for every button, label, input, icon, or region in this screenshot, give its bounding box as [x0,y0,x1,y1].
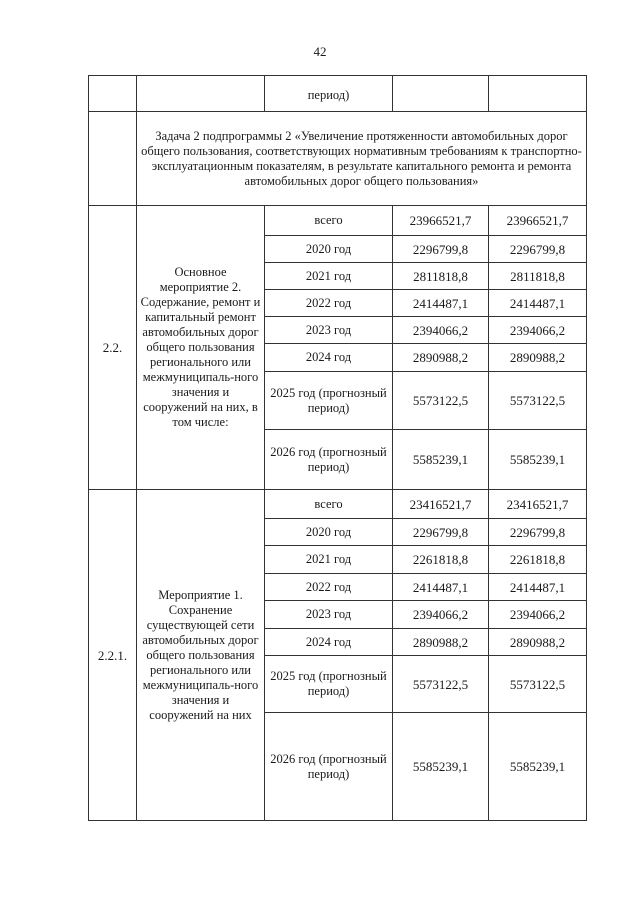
year-cell: период) [265,76,393,112]
value-cell: 2261818,8 [489,546,587,574]
section-description: Основное мероприятие 2. Содержание, ремонт и капитальный ремонт автомобильных дорог общего пользования регионального или межмуниципаль-ного значения и сооружений на них, в том числе: [137,206,265,490]
value-cell: 2811818,8 [393,263,489,290]
value-cell: 5585239,1 [489,713,587,821]
empty-cell [489,76,587,112]
year-cell: 2025 год (прогнозный период) [265,656,393,713]
year-cell: 2026 год (прогнозный период) [265,713,393,821]
table-row [89,76,587,112]
empty-cell [89,76,137,112]
value-cell: 2890988,2 [393,629,489,656]
section-code: 2.2. [89,206,137,490]
table-row [89,490,587,519]
value-cell: 2414487,1 [393,290,489,317]
year-cell: 2026 год (прогнозный период) [265,430,393,490]
budget-table [88,75,587,821]
table-row [89,206,587,236]
value-cell: 2890988,2 [489,629,587,656]
value-cell: 2394066,2 [489,317,587,344]
value-cell: 2296799,8 [393,519,489,546]
year-cell: 2025 год (прогнозный период) [265,372,393,430]
year-cell: 2021 год [265,546,393,574]
year-cell: 2022 год [265,574,393,601]
empty-cell [137,76,265,112]
year-cell: 2024 год [265,629,393,656]
section-description: Мероприятие 1. Сохранение существующей сети автомобильных дорог общего пользования регионального или межмуниципаль-ного значения и сооружений на них [137,490,265,821]
year-cell: всего [265,490,393,519]
year-cell: всего [265,206,393,236]
task-title: Задача 2 подпрограммы 2 «Увеличение протяженности автомобильных дорог общего пользования, соответствующих нормативным требованиям к транспортно-эксплуатационным показателям, в результате капитального ремонта и ремонта автомобильных дорог общего пользования» [137,112,587,206]
value-cell: 5585239,1 [393,430,489,490]
value-cell: 2296799,8 [393,236,489,263]
value-cell: 23416521,7 [489,490,587,519]
year-cell: 2020 год [265,236,393,263]
section-code: 2.2.1. [89,490,137,821]
value-cell: 2414487,1 [489,574,587,601]
year-cell: 2020 год [265,519,393,546]
value-cell: 2811818,8 [489,263,587,290]
value-cell: 2414487,1 [489,290,587,317]
value-cell: 2394066,2 [489,601,587,629]
year-cell: 2023 год [265,317,393,344]
page-number: 42 [313,44,327,59]
value-cell: 2296799,8 [489,236,587,263]
value-cell: 23966521,7 [489,206,587,236]
empty-cell [89,112,137,206]
task-row [89,112,587,206]
value-cell: 2296799,8 [489,519,587,546]
value-cell: 2414487,1 [393,574,489,601]
value-cell: 2890988,2 [393,344,489,372]
year-cell: 2024 год [265,344,393,372]
value-cell: 5585239,1 [393,713,489,821]
value-cell: 2890988,2 [489,344,587,372]
year-cell: 2021 год [265,263,393,290]
value-cell: 23966521,7 [393,206,489,236]
value-cell: 23416521,7 [393,490,489,519]
value-cell: 2394066,2 [393,317,489,344]
table-body [89,76,587,821]
value-cell: 5585239,1 [489,430,587,490]
value-cell: 2394066,2 [393,601,489,629]
value-cell: 5573122,5 [489,372,587,430]
value-cell: 2261818,8 [393,546,489,574]
value-cell: 5573122,5 [393,656,489,713]
year-cell: 2022 год [265,290,393,317]
year-cell: 2023 год [265,601,393,629]
empty-cell [393,76,489,112]
value-cell: 5573122,5 [393,372,489,430]
value-cell: 5573122,5 [489,656,587,713]
